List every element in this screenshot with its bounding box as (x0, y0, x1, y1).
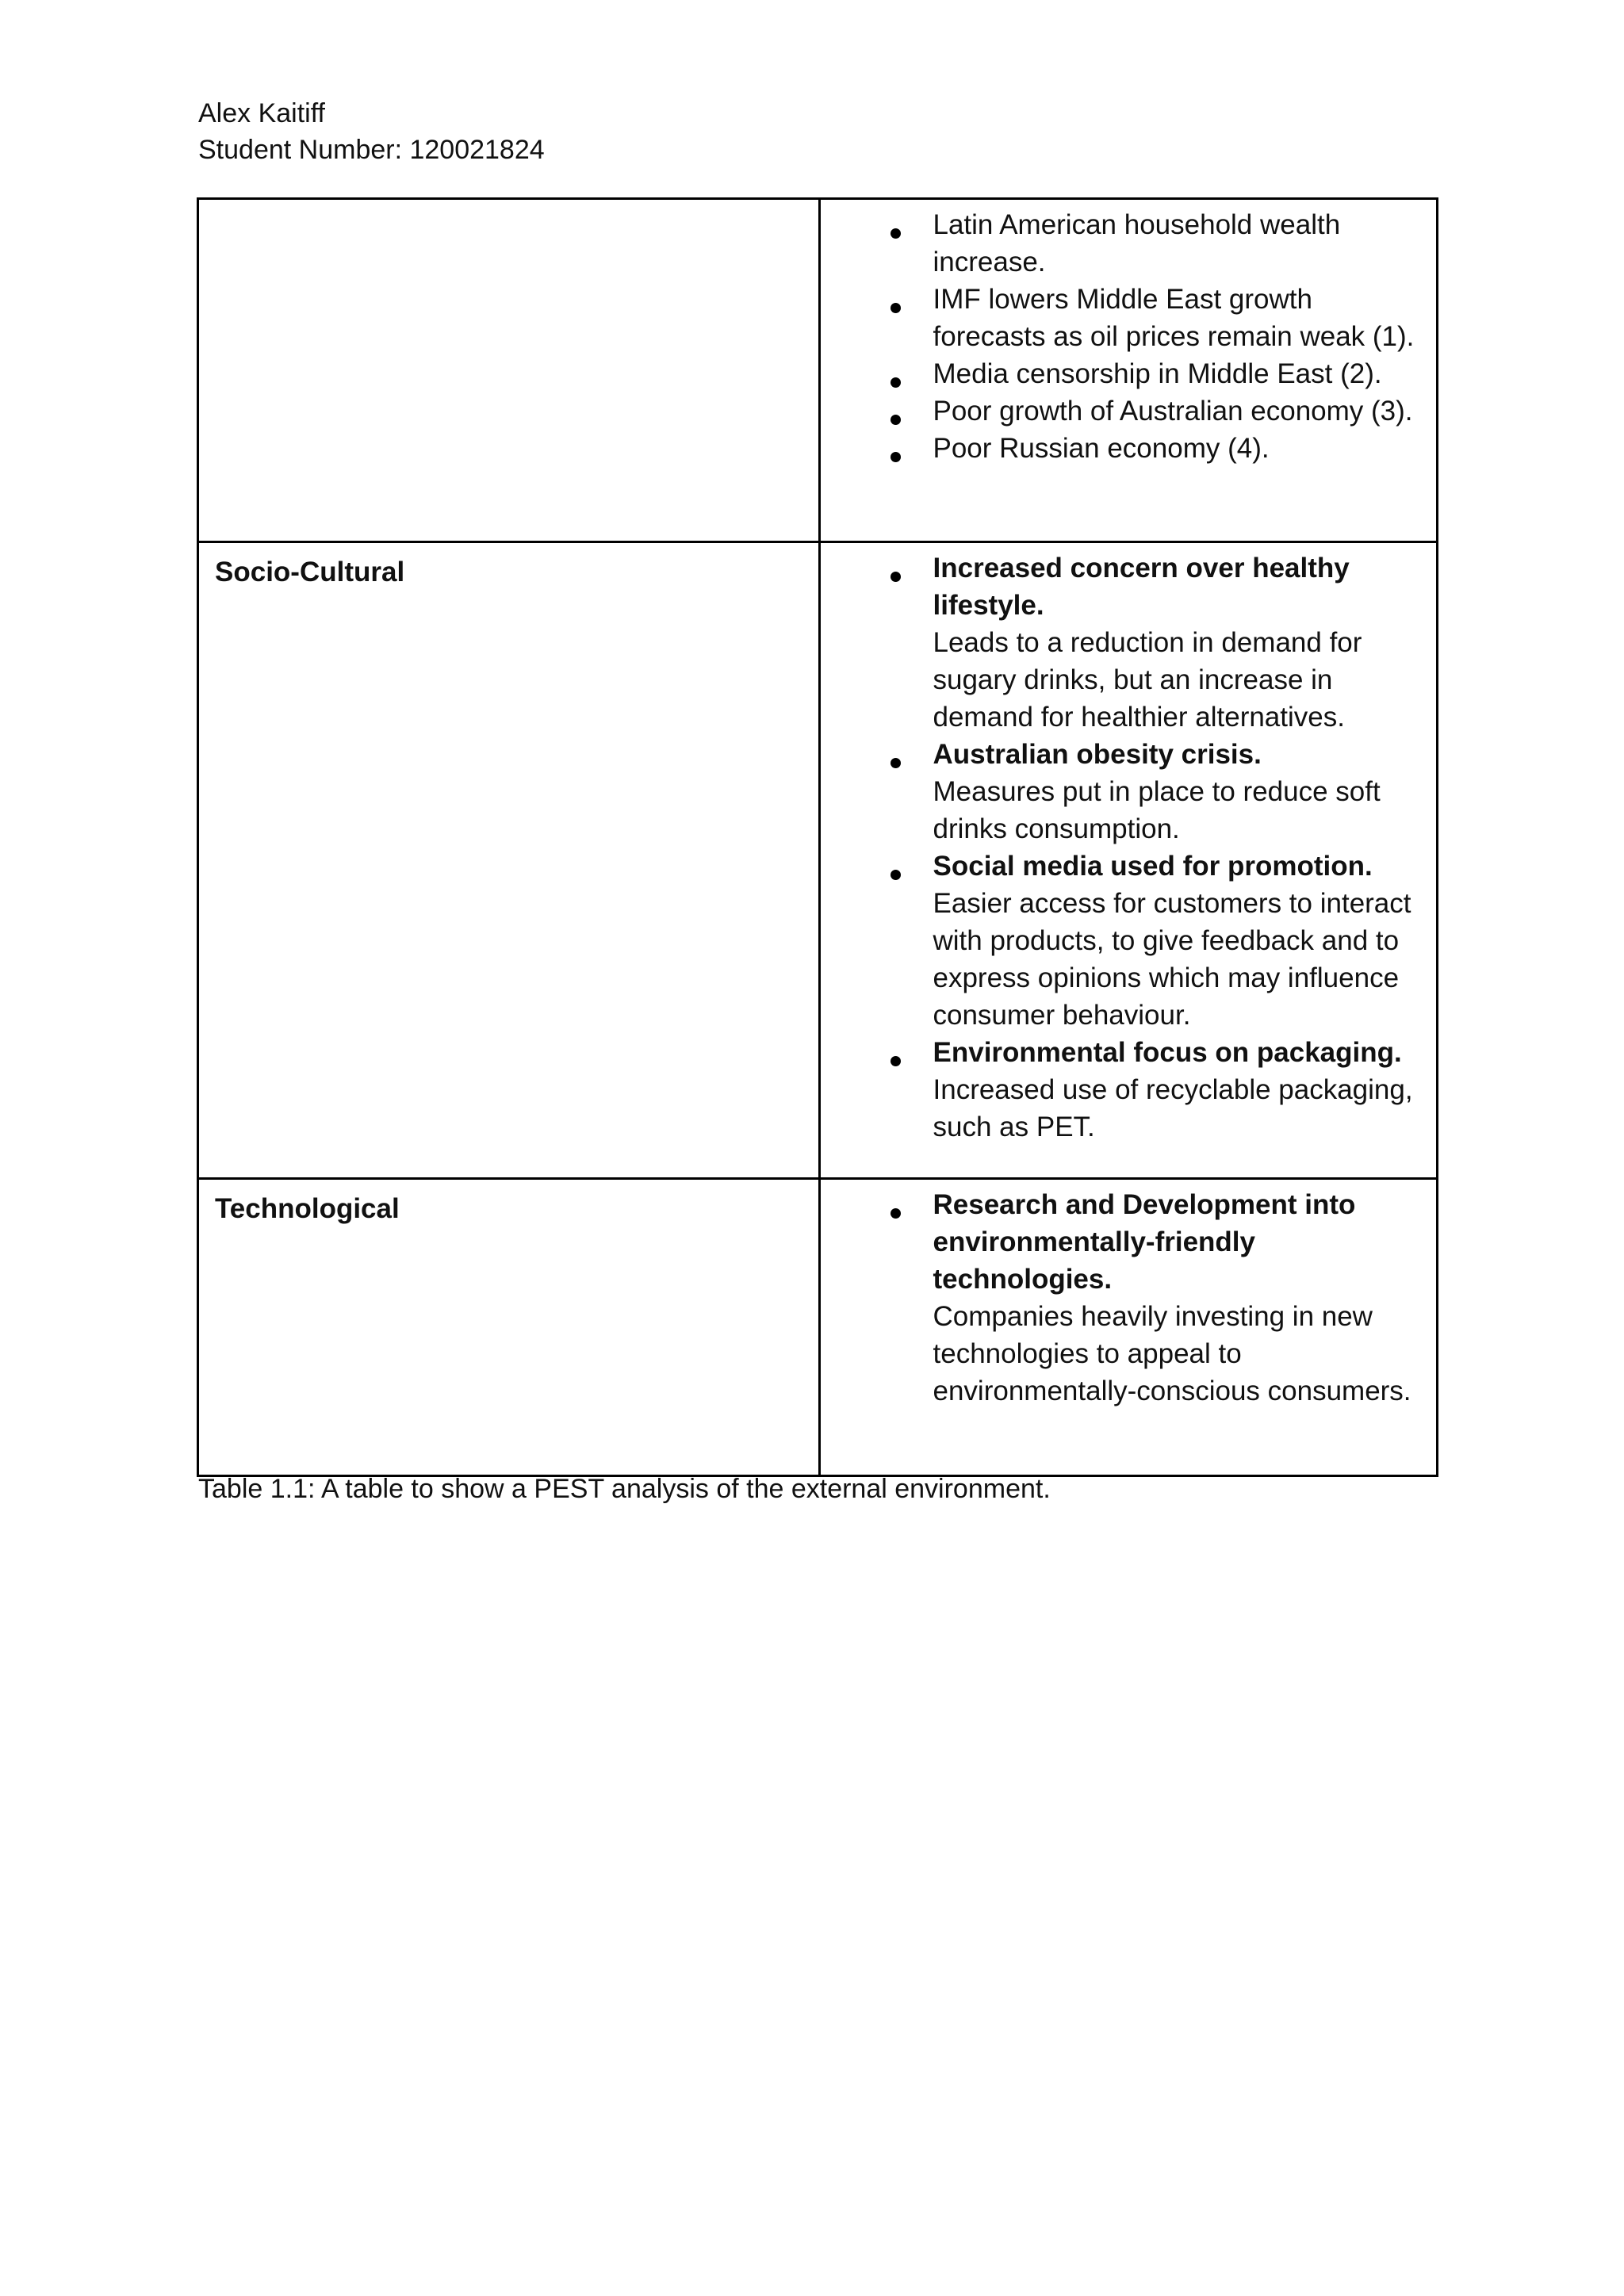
bullet-icon (884, 206, 908, 243)
table-caption: Table 1.1: A table to show a PEST analysis of the external environment. (198, 1474, 1051, 1504)
list-item: Media censorship in Middle East (2). (821, 355, 1429, 392)
item-title: Environmental focus on packaging. (933, 1037, 1402, 1068)
details-cell-economic (819, 199, 1438, 542)
socio-cultural-list (821, 543, 1437, 1146)
list-item (821, 549, 1429, 736)
economic-list (821, 200, 1437, 467)
factor-cell-economic (198, 199, 820, 542)
list-item (821, 1186, 1429, 1410)
item-description: Leads to a reduction in demand for sugary drinks, but an increase in demand for healthier alternatives. (933, 627, 1362, 733)
bullet-icon (884, 1034, 908, 1071)
list-item: Latin American household wealth increase. (821, 206, 1429, 281)
details-cell-socio-cultural (819, 542, 1438, 1179)
list-item (821, 848, 1429, 1034)
list-item (821, 1034, 1429, 1146)
details-cell-technological (819, 1179, 1438, 1476)
item-title: Australian obesity crisis. (933, 739, 1262, 770)
item-description: Increased use of recyclable packaging, such as PET. (933, 1074, 1413, 1142)
table-row-economic (198, 199, 1438, 542)
document-header (198, 95, 545, 168)
factor-label: Technological (215, 1193, 400, 1224)
table-row-socio-cultural (198, 542, 1438, 1179)
bullet-icon (884, 848, 908, 885)
student-number: Student Number: 120021824 (198, 135, 545, 165)
bullet-icon (884, 281, 908, 318)
item-title: Social media used for promotion. (933, 851, 1373, 882)
table-row-technological (198, 1179, 1438, 1476)
bullet-icon (884, 736, 908, 773)
item-description: Easier access for customers to interact with products, to give feedback and to express opinions which may influence consumer behaviour. (933, 888, 1411, 1031)
bullet-icon (884, 1186, 908, 1223)
factor-label: Socio-Cultural (215, 557, 405, 587)
author-name: Alex Kaitiff (198, 98, 326, 128)
technological-list (821, 1180, 1437, 1410)
list-item: Poor Russian economy (4). (821, 430, 1429, 467)
pest-analysis-table (197, 197, 1438, 1477)
list-item: IMF lowers Middle East growth forecasts as oil prices remain weak (1). (821, 281, 1429, 355)
bullet-icon (884, 430, 908, 467)
list-item (821, 736, 1429, 848)
bullet-icon (884, 355, 908, 392)
factor-cell-socio-cultural (198, 542, 820, 1179)
factor-cell-technological (198, 1179, 820, 1476)
item-description: Companies heavily investing in new technologies to appeal to environmentally-conscious consumers. (933, 1301, 1411, 1406)
bullet-icon (884, 392, 908, 430)
item-title: Increased concern over healthy lifestyle. (933, 553, 1350, 621)
item-description: Measures put in place to reduce soft drinks consumption. (933, 776, 1381, 844)
bullet-icon (884, 549, 908, 587)
item-title: Research and Development into environmentally-friendly technologies. (933, 1189, 1356, 1295)
list-item: Poor growth of Australian economy (3). (821, 392, 1429, 430)
